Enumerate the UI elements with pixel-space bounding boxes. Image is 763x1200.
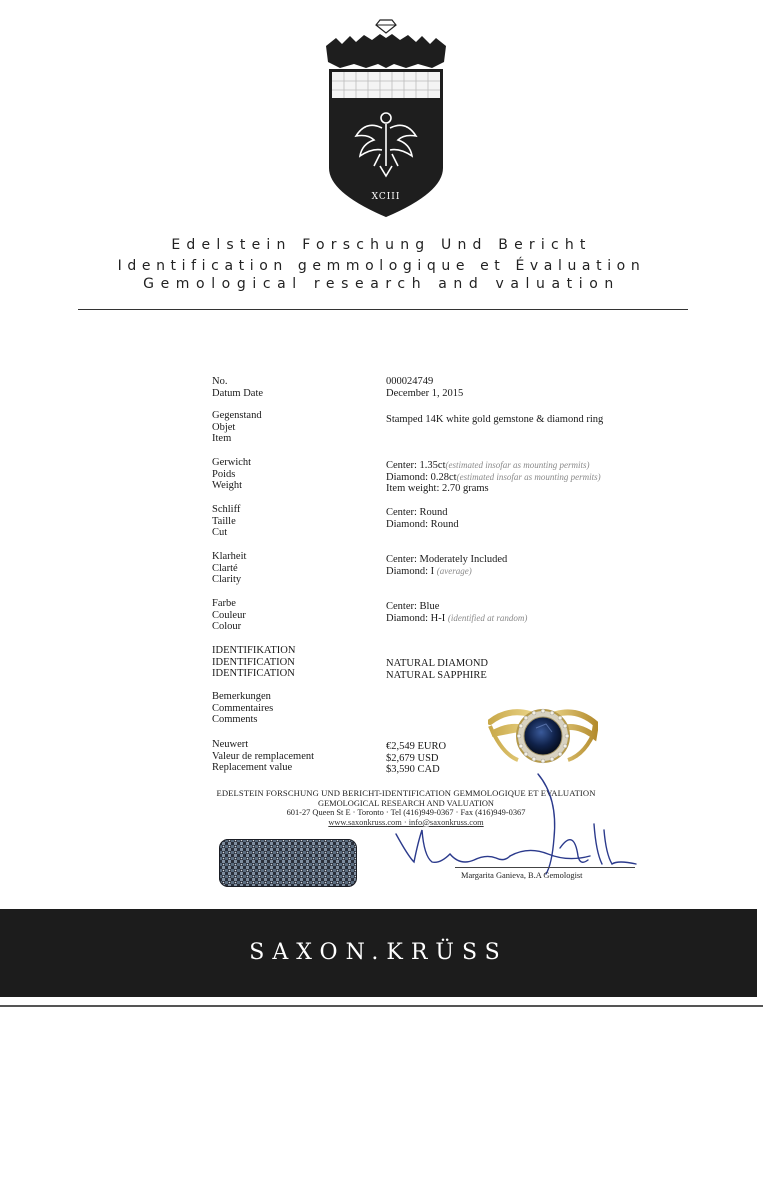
footer-line-1: EDELSTEIN FORSCHUNG UND BERICHT-IDENTIFICATION GEMMOLOGIQUE ET EVALUATION: [216, 788, 596, 798]
center-cut: Center: Round: [386, 507, 448, 518]
svg-text:XCIII: XCIII: [371, 192, 401, 202]
replacement-label-en: Replacement value: [212, 762, 293, 774]
identification-label-de: IDENTIFIKATION: [212, 645, 296, 656]
identification-values: [386, 658, 488, 681]
item-label-de: Gegenstand: [212, 410, 262, 421]
title-english: Gemological research and valuation: [143, 276, 620, 292]
clarity-label-de: Klarheit: [212, 551, 247, 562]
clarity-values: [386, 554, 507, 577]
weight-labels: [212, 457, 251, 492]
identification-label-en: IDENTIFICATION: [212, 668, 295, 680]
report-number-values: [386, 376, 463, 399]
header-divider: [78, 309, 688, 310]
center-weight: Center: 1.35ct(estimated insofar as mounting permits): [386, 460, 590, 471]
cut-labels: [212, 504, 240, 539]
item-description: Stamped 14K white gold gemstone & diamond ring: [386, 414, 604, 425]
diamond-cut: Diamond: Round: [386, 518, 459, 530]
center-clarity: Center: Moderately Included: [386, 554, 508, 565]
signatory-name: Margarita Ganieva, B.A Gemologist: [461, 871, 583, 880]
identification-sapphire: NATURAL SAPPHIRE: [386, 669, 487, 681]
value-cad: $3,590 CAD: [386, 764, 440, 776]
item-label-en: Item: [212, 433, 232, 445]
date-label: Datum Date: [212, 387, 264, 399]
footer-website-link[interactable]: www.saxonkruss.com · info@saxonkruss.com: [328, 817, 484, 827]
value-usd: $2,679 USD: [386, 752, 439, 764]
number-label: No.: [212, 376, 228, 387]
cut-label-fr: Taille: [212, 515, 236, 527]
footer-address: 601-27 Queen St E · Toronto · Tel (416)949-0367 · Fax (416)949-0367: [286, 808, 526, 818]
replacement-label-de: Neuwert: [212, 739, 249, 750]
weight-label-de: Gerwicht: [212, 457, 252, 468]
diamond-weight: Diamond: 0.28ct(estimated insofar as mounting permits): [386, 471, 601, 483]
ring-photo: [488, 694, 598, 776]
identification-diamond: NATURAL DIAMOND: [386, 658, 488, 669]
item-weight: Item weight: 2.70 grams: [386, 483, 489, 495]
item-label-fr: Objet: [212, 421, 236, 433]
mantling-icon: [326, 34, 446, 68]
title-german: Edelstein Forschung Und Bericht: [171, 237, 592, 253]
colour-label-en: Colour: [212, 621, 242, 633]
comments-label-fr: Commentaires: [212, 702, 274, 714]
weight-label-fr: Poids: [212, 468, 236, 480]
report-number: 000024749: [386, 376, 434, 387]
footer-line-2: GEMOLOGICAL RESEARCH AND VALUATION: [318, 798, 494, 808]
value-euro: €2,549 EURO: [386, 741, 447, 752]
cut-values: [386, 507, 459, 530]
report-date: December 1, 2015: [386, 387, 464, 399]
weight-label-en: Weight: [212, 480, 243, 492]
replacement-labels: [212, 739, 314, 774]
report-number-labels: [212, 376, 263, 399]
colour-label-fr: Couleur: [212, 609, 246, 621]
clarity-labels: [212, 551, 246, 586]
weight-values: [386, 460, 601, 495]
comments-labels: [212, 691, 273, 726]
clarity-label-fr: Clarté: [212, 562, 238, 574]
identification-label-fr: IDENTIFICATION: [212, 656, 295, 668]
colour-values: [386, 601, 527, 624]
title-french: Identification gemmologique et Évaluation: [117, 258, 646, 274]
crest-logo: [322, 16, 450, 226]
clarity-label-en: Clarity: [212, 574, 242, 586]
cut-label-en: Cut: [212, 527, 228, 539]
item-value: [386, 414, 603, 426]
cut-label-de: Schliff: [212, 504, 241, 515]
center-colour: Center: Blue: [386, 601, 440, 612]
signature-line: [455, 867, 635, 868]
colour-label-de: Farbe: [212, 598, 236, 609]
brand-name: SAXON.KRÜSS: [249, 940, 508, 965]
bottom-divider: [0, 1005, 763, 1007]
hologram-sticker: [219, 839, 357, 887]
diamond-icon: [376, 20, 396, 33]
colour-labels: [212, 598, 246, 633]
comments-label-de: Bemerkungen: [212, 691, 271, 702]
identification-labels: [212, 645, 295, 680]
comments-label-en: Comments: [212, 714, 258, 726]
diamond-colour: Diamond: H-I (identified at random): [386, 612, 528, 624]
replacement-label-fr: Valeur de remplacement: [212, 750, 315, 762]
diamond-clarity: Diamond: I (average): [386, 565, 472, 577]
item-labels: [212, 410, 262, 445]
